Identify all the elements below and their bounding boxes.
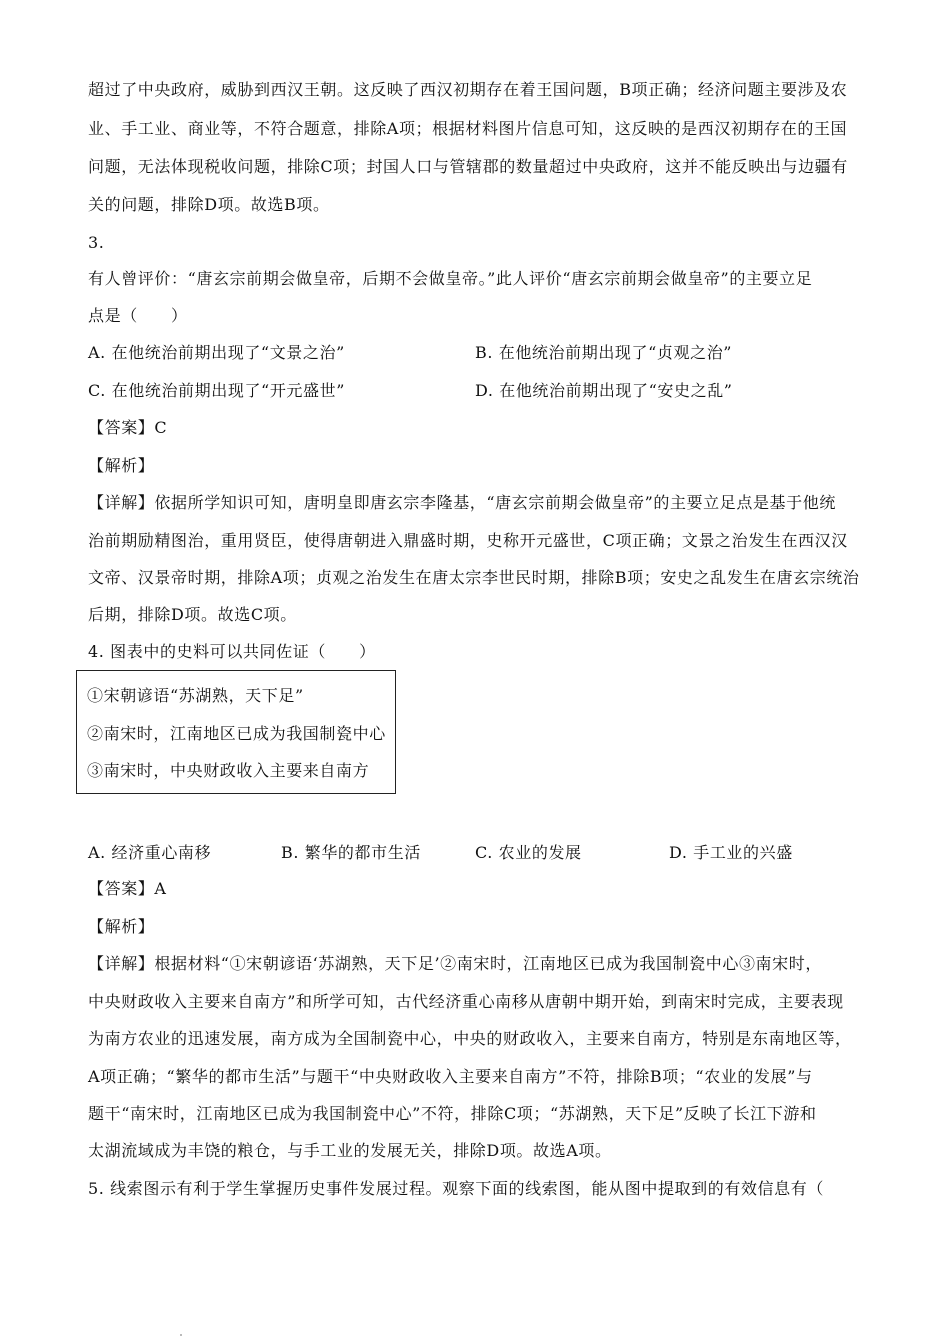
q3-option-d: D. 在他统治前期出现了“安史之乱” xyxy=(475,381,733,400)
q4-answer: 【答案】A xyxy=(88,879,167,898)
q4-source-item: ②南宋时，江南地区已成为我国制瓷中心 xyxy=(87,724,386,743)
q4-option-c: C. 农业的发展 xyxy=(475,843,582,862)
q4-source-item: ①宋朝谚语“苏湖熟，天下足” xyxy=(87,686,304,705)
q5-stem: 5. 线索图示有利于学生掌握历史事件发展过程。观察下面的线索图，能从图中提取到的有效信息有（ xyxy=(88,1179,824,1198)
q3-stem-line: 有人曾评价：“唐玄宗前期会做皇帝，后期不会做皇帝。”此人评价“唐玄宗前期会做皇帝”的主要立足 xyxy=(88,269,813,288)
q3-option-c: C. 在他统治前期出现了“开元盛世” xyxy=(88,381,346,400)
q4-option-a: A. 经济重心南移 xyxy=(88,843,212,862)
q4-option-d: D. 手工业的兴盛 xyxy=(669,843,793,862)
q4-detail-line: 中央财政收入主要来自南方”和所学可知，古代经济重心南移从唐朝中期开始，到南宋时完成，主要表现 xyxy=(88,992,844,1011)
q3-stem-line: 点是（ ） xyxy=(88,306,188,325)
q3-number: 3. xyxy=(88,233,105,252)
q2-explanation-line: 业、手工业、商业等，不符合题意，排除A项；根据材料图片信息可知，这反映的是西汉初期存在的王国 xyxy=(88,119,848,138)
q3-detail-line: 后期，排除D项。故选C项。 xyxy=(88,605,297,624)
q2-explanation-line: 问题，无法体现税收问题，排除C项；封国人口与管辖郡的数量超过中央政府，这并不能反映出与边疆有 xyxy=(88,157,848,176)
q3-detail-line: 治前期励精图治，重用贤臣，使得唐朝进入鼎盛时期，史称开元盛世，C项正确；文景之治发生在西汉汉 xyxy=(88,531,848,550)
q4-source-box xyxy=(76,670,396,794)
q4-stem: 4. 图表中的史料可以共同佐证（ ） xyxy=(88,642,376,661)
q3-answer: 【答案】C xyxy=(88,418,168,437)
q4-detail-line: 太湖流域成为丰饶的粮仓，与手工业的发展无关，排除D项。故选A项。 xyxy=(88,1141,612,1160)
q3-option-b: B. 在他统治前期出现了“贞观之治” xyxy=(475,343,733,362)
q2-explanation-line: 关的问题，排除D项。故选B项。 xyxy=(88,195,330,214)
q4-analysis-heading: 【解析】 xyxy=(88,917,155,936)
q2-explanation-line: 超过了中央政府，威胁到西汉王朝。这反映了西汉初期存在着王国问题，B项正确；经济问题主要涉及农 xyxy=(88,80,848,99)
q4-detail-line: 为南方农业的迅速发展，南方成为全国制瓷中心，中央的财政收入，主要来自南方，特别是东南地区等， xyxy=(88,1029,852,1048)
q4-detail-line: 题干“南宋时，江南地区已成为我国制瓷中心”不符，排除C项；“苏湖熟，天下足”反映了长江下游和 xyxy=(88,1104,817,1123)
q3-detail-line: 【详解】依据所学知识可知，唐明皇即唐玄宗李隆基，“唐玄宗前期会做皇帝”的主要立足点是基于他统 xyxy=(88,493,836,512)
q4-source-item: ③南宋时，中央财政收入主要来自南方 xyxy=(87,761,370,780)
q3-option-a: A. 在他统治前期出现了“文景之治” xyxy=(88,343,345,362)
q4-option-b: B. 繁华的都市生活 xyxy=(281,843,421,862)
q4-detail-line: 【详解】根据材料“①宋朝谚语‘苏湖熟，天下足’②南宋时，江南地区已成为我国制瓷中心③南宋时， xyxy=(88,954,822,973)
q4-detail-line: A项正确；“繁华的都市生活”与题干“中央财政收入主要来自南方”不符，排除B项；“农业的发展”与 xyxy=(88,1067,813,1086)
q3-analysis-heading: 【解析】 xyxy=(88,456,155,475)
q3-detail-line: 文帝、汉景帝时期，排除A项；贞观之治发生在唐太宗李世民时期，排除B项；安史之乱发生在唐玄宗统治 xyxy=(88,568,860,587)
scan-speck xyxy=(180,1334,182,1336)
